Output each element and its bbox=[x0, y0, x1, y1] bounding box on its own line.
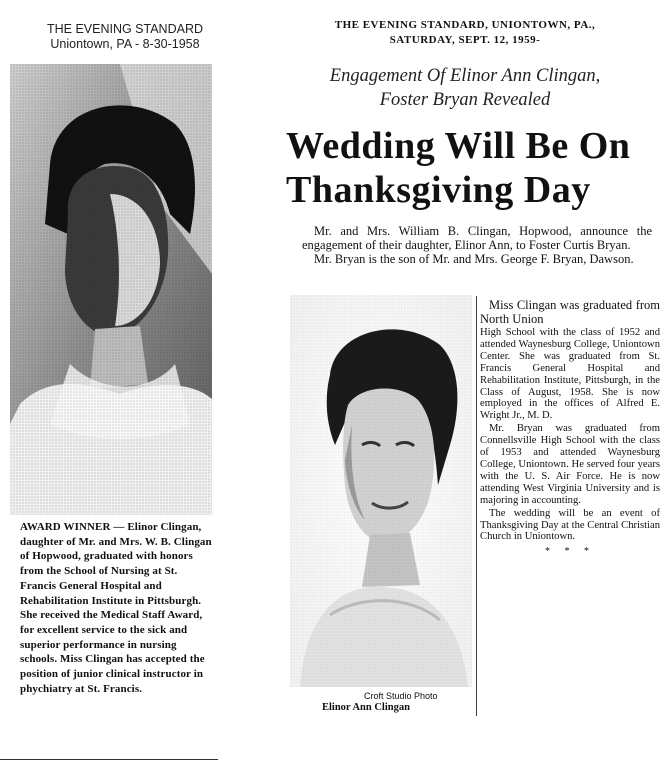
article-deck bbox=[290, 64, 640, 112]
headline-line-2: Thanksgiving Day bbox=[286, 169, 591, 211]
end-mark: * * * bbox=[545, 546, 595, 558]
deck-line-1: Engagement Of Elinor Ann Clingan, bbox=[329, 66, 601, 86]
left-clipping-bottom-rule bbox=[0, 759, 218, 760]
deck-line-2: Foster Bryan Revealed bbox=[379, 90, 551, 110]
masthead-title: THE EVENING STANDARD, UNIONTOWN, PA., bbox=[334, 19, 596, 31]
headline-line-1: Wedding Will Be On bbox=[286, 125, 631, 167]
article-body-column bbox=[480, 298, 660, 559]
source-newspaper-name: THE EVENING STANDARD bbox=[46, 22, 204, 36]
body-paragraph-1-lead: Miss Clingan was graduated from North Union bbox=[480, 298, 660, 326]
portrait-photo-image bbox=[290, 295, 472, 687]
caption-body: Elinor Clingan, daughter of Mr. and Mrs. W. B. Clingan of Hopwood, graduated with honors from the School of Nursing at St. Francis General Hospital and Rehabilitation Institute in Pittsburgh. She received the Medical Staff Award, for excellent service to the sick and superior performance in nursing schools. Miss Clingan has accepted the position of junior clinical instructor in phychiatry at St. Francis. bbox=[20, 521, 212, 695]
newspaper-masthead bbox=[300, 18, 630, 48]
body-paragraph-1-continued: High School with the class of 1952 and attended Waynesburg College, Uniontown Center. She was graduated from St. Francis General Hospital and Rehabilitation Institute, Pittsburgh, in the Class of August, 1958. She is now employed in the offices of Alfred E. Wright Jr., M. D. bbox=[480, 327, 660, 422]
article-intro bbox=[302, 224, 652, 266]
photo-credit: Croft Studio Photo bbox=[364, 691, 438, 701]
award-winner-photo bbox=[10, 64, 212, 515]
award-winner-caption bbox=[20, 520, 215, 696]
portrait-halftone-image bbox=[10, 64, 212, 515]
intro-paragraph-1: Mr. and Mrs. William B. Clingan, Hopwood, announce the engagement of their daughter, Elinor Ann, to Foster Curtis Bryan. bbox=[302, 224, 652, 252]
masthead-date: SATURDAY, SEPT. 12, 1959- bbox=[389, 34, 541, 46]
clipping-source-label bbox=[0, 22, 250, 52]
left-clipping bbox=[8, 64, 213, 768]
body-paragraph-3: The wedding will be an event of Thanksgiving Day at the Central Christian Church in Uniontown. bbox=[480, 507, 660, 543]
body-paragraph-2: Mr. Bryan was graduated from Connellsville High School with the class of 1953 and attended Waynesburg College, Uniontown. He served four years with the U. S. Air Force. He is now attending West Virginia University and is majoring in accounting. bbox=[480, 423, 660, 506]
intro-paragraph-2: Mr. Bryan is the son of Mr. and Mrs. George F. Bryan, Dawson. bbox=[314, 252, 634, 266]
photo-caption-name: Elinor Ann Clingan bbox=[322, 702, 410, 713]
article-headline bbox=[286, 124, 666, 212]
engagement-photo bbox=[290, 295, 472, 715]
column-divider bbox=[476, 296, 477, 716]
source-location-date: Uniontown, PA - 8-30-1958 bbox=[50, 37, 200, 51]
caption-lead: AWARD WINNER — bbox=[20, 521, 125, 533]
